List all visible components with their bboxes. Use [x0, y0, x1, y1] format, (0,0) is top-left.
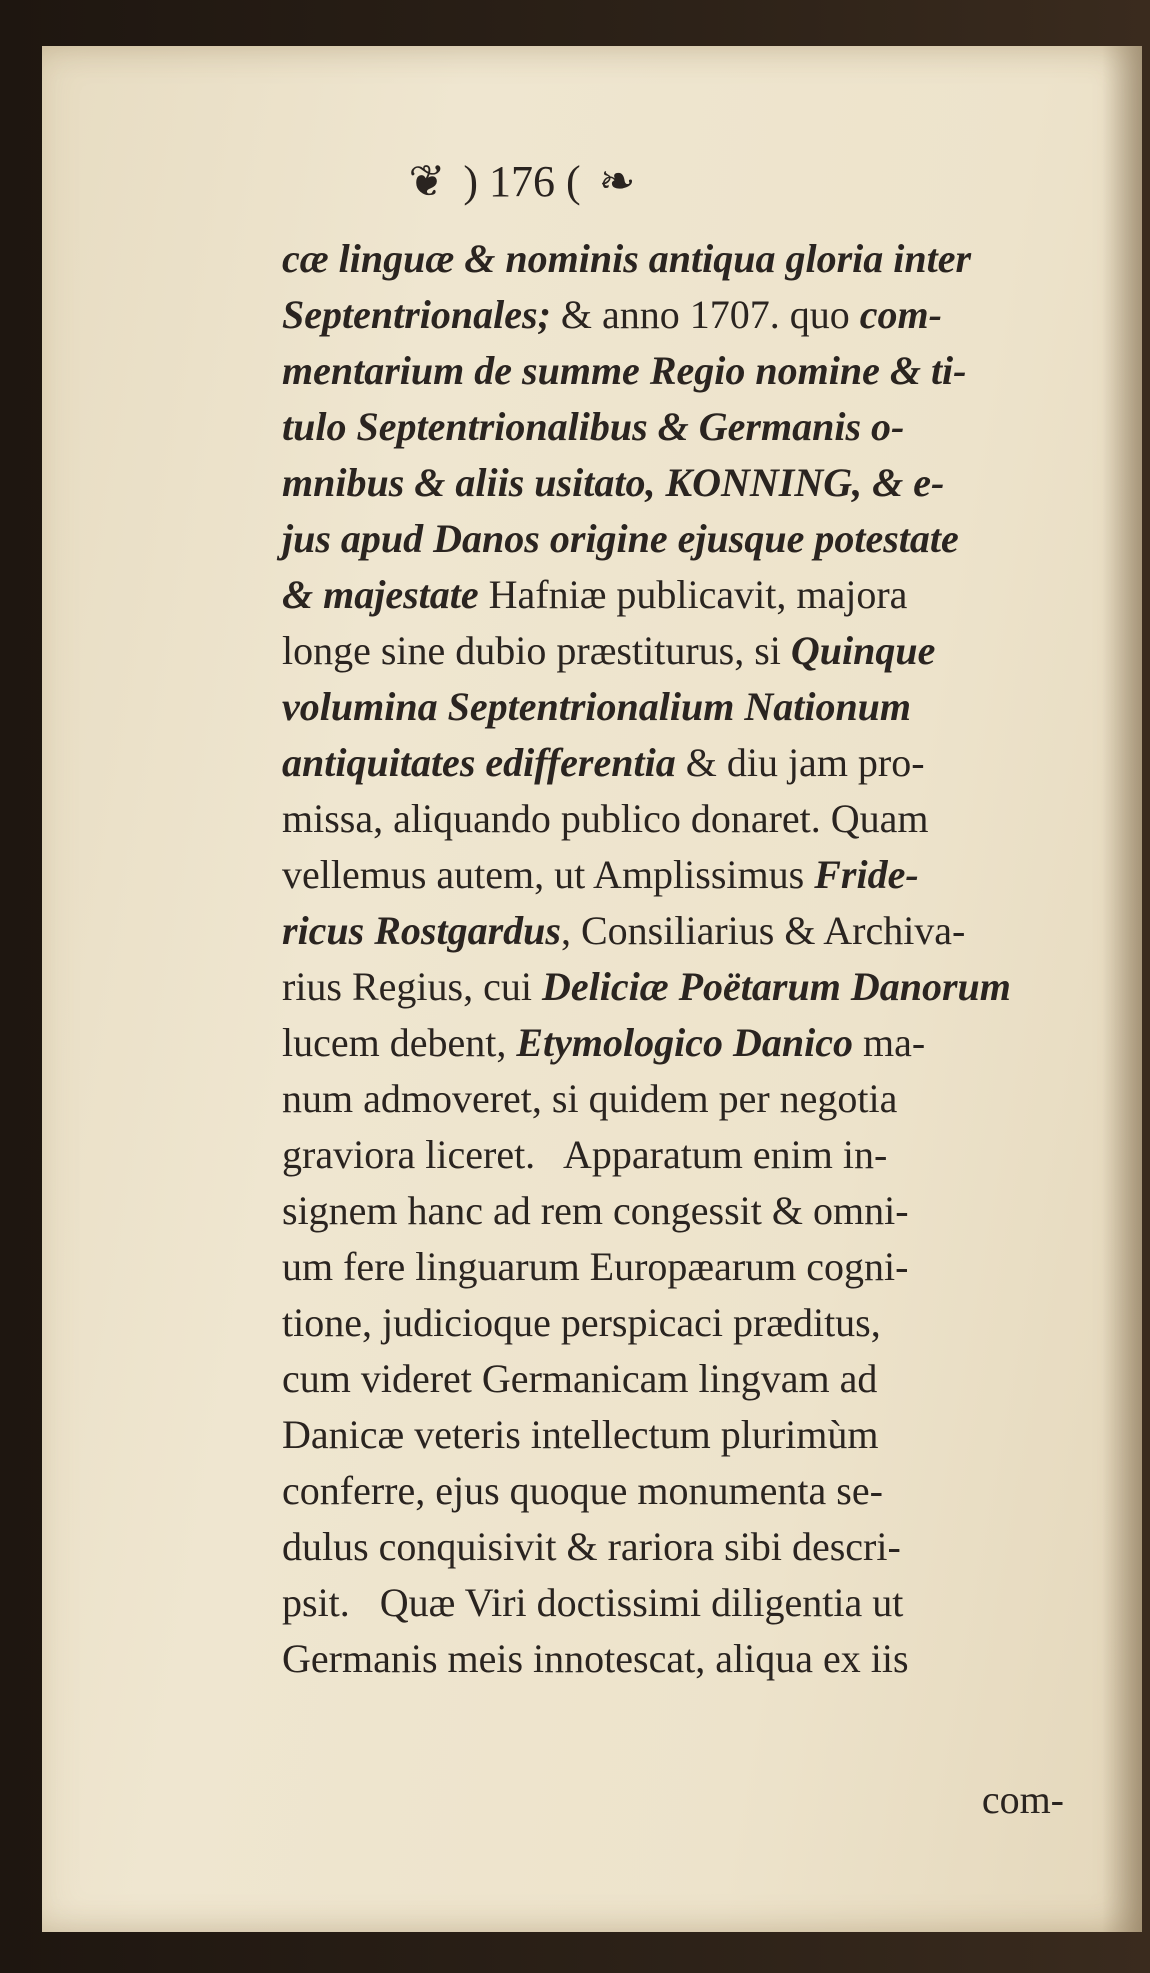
text-line-content: [282, 343, 967, 399]
text-line: [282, 1239, 1104, 1295]
roman-segment: vellemus autem, ut Amplissimus: [282, 852, 815, 897]
spine-shadow: [1102, 46, 1142, 1932]
italic-segment: com-: [859, 292, 942, 337]
text-line-content: [282, 1295, 881, 1351]
text-line: [282, 1575, 1104, 1631]
page-number: ) 176 (: [463, 157, 581, 206]
text-line-content: [282, 1015, 925, 1071]
ornament-right-icon: ❧: [598, 157, 636, 206]
text-line-content: [282, 679, 911, 735]
text-line: [282, 1351, 1104, 1407]
italic-segment: volumina Septentrionalium Nationum: [282, 684, 912, 729]
page-header: [42, 156, 1142, 207]
text-line: [282, 1519, 1104, 1575]
text-line: [282, 1407, 1104, 1463]
text-line-content: [282, 959, 1011, 1015]
italic-segment: mnibus & aliis usitato, KONNING, & e-: [282, 460, 945, 505]
roman-segment: num admoveret, si quidem per negotia: [282, 1076, 898, 1121]
roman-segment: psit. Quæ Viri doctissimi diligentia ut: [282, 1580, 904, 1625]
italic-segment: mentarium de summe Regio nomine & ti-: [282, 348, 967, 393]
italic-segment: Septentrionales;: [282, 292, 551, 337]
text-line: [282, 1183, 1104, 1239]
roman-segment: rius Regius, cui: [282, 964, 542, 1009]
text-line-content: [282, 231, 971, 287]
roman-segment: lucem debent,: [282, 1020, 517, 1065]
italic-segment: Fride-: [814, 852, 919, 897]
roman-segment: & diu jam pro-: [675, 740, 925, 785]
text-line: [282, 287, 1104, 343]
italic-segment: Deliciæ Poëtarum Danorum: [541, 964, 1011, 1009]
body-text: [282, 231, 1104, 1687]
text-line-content: [282, 1519, 901, 1575]
text-line-content: [282, 735, 925, 791]
text-line: [282, 959, 1104, 1015]
book-page: [42, 46, 1142, 1932]
text-line-content: [282, 399, 904, 455]
text-line-content: [282, 1239, 908, 1295]
text-line-content: [282, 1351, 877, 1407]
text-line: [282, 567, 1104, 623]
roman-segment: , Consiliarius & Archiva-: [560, 908, 966, 953]
roman-segment: cum videret Germanicam lingvam ad: [282, 1356, 878, 1401]
text-line: [282, 1463, 1104, 1519]
text-line-content: [282, 567, 907, 623]
text-line: [282, 847, 1104, 903]
roman-segment: um fere linguarum Europæarum cogni-: [282, 1244, 909, 1289]
text-line: [282, 735, 1104, 791]
text-line: [282, 791, 1104, 847]
text-line: [282, 1015, 1104, 1071]
italic-segment: Quinque: [790, 628, 936, 673]
roman-segment: dulus conquisivit & rariora sibi descri-: [282, 1524, 901, 1569]
italic-segment: cæ linguæ & nominis antiqua gloria inter: [282, 236, 972, 281]
italic-segment: & majestate: [282, 572, 479, 617]
text-line-content: [282, 511, 959, 567]
text-line: [282, 1127, 1104, 1183]
text-line: [282, 1071, 1104, 1127]
ornament-left-icon: ❦: [408, 157, 446, 206]
text-line-content: [282, 903, 965, 959]
catchword: com-: [981, 1777, 1064, 1822]
text-line-content: [282, 287, 942, 343]
roman-segment: tione, judicioque perspicaci præditus,: [282, 1300, 881, 1345]
text-line: [282, 511, 1104, 567]
roman-segment: signem hanc ad rem congessit & omni-: [282, 1188, 909, 1233]
text-line: [282, 399, 1104, 455]
text-line-content: [282, 1127, 887, 1183]
italic-segment: ricus Rostgardus: [282, 908, 561, 953]
roman-segment: longe sine dubio præstiturus, si: [282, 628, 791, 673]
roman-segment: graviora liceret. Apparatum enim in-: [282, 1132, 888, 1177]
roman-segment: conferre, ejus quoque monumenta se-: [282, 1468, 883, 1513]
italic-segment: antiquitates edifferentia: [282, 740, 676, 785]
roman-segment: missa, aliquando publico donaret. Quam: [282, 796, 929, 841]
text-line-content: [282, 1183, 909, 1239]
italic-segment: tulo Septentrionalibus & Germanis o-: [282, 404, 905, 449]
text-line-content: [282, 1071, 897, 1127]
roman-segment: Germanis meis innotescat, aliqua ex iis: [282, 1636, 909, 1681]
italic-segment: Etymologico Danico: [516, 1020, 853, 1065]
text-line: [282, 903, 1104, 959]
text-line: [282, 1631, 1104, 1687]
text-line: [282, 679, 1104, 735]
text-line-content: [282, 455, 944, 511]
text-line: [282, 343, 1104, 399]
text-line: [282, 455, 1104, 511]
text-line-content: [282, 1407, 879, 1463]
text-line: [282, 231, 1104, 287]
text-line-content: [282, 1575, 903, 1631]
text-line-content: [282, 1631, 909, 1687]
roman-segment: ma-: [853, 1020, 926, 1065]
text-line-content: [282, 623, 935, 679]
text-line-content: [282, 1463, 883, 1519]
text-line-content: [282, 791, 929, 847]
roman-segment: & anno 1707. quo: [550, 292, 860, 337]
roman-segment: Danicæ veteris intellectum plurimùm: [282, 1412, 879, 1457]
text-line: [282, 623, 1104, 679]
text-line-content: [282, 847, 919, 903]
text-line: [282, 1295, 1104, 1351]
roman-segment: Hafniæ publicavit, majora: [478, 572, 908, 617]
italic-segment: jus apud Danos origine ejusque potestate: [282, 516, 959, 561]
